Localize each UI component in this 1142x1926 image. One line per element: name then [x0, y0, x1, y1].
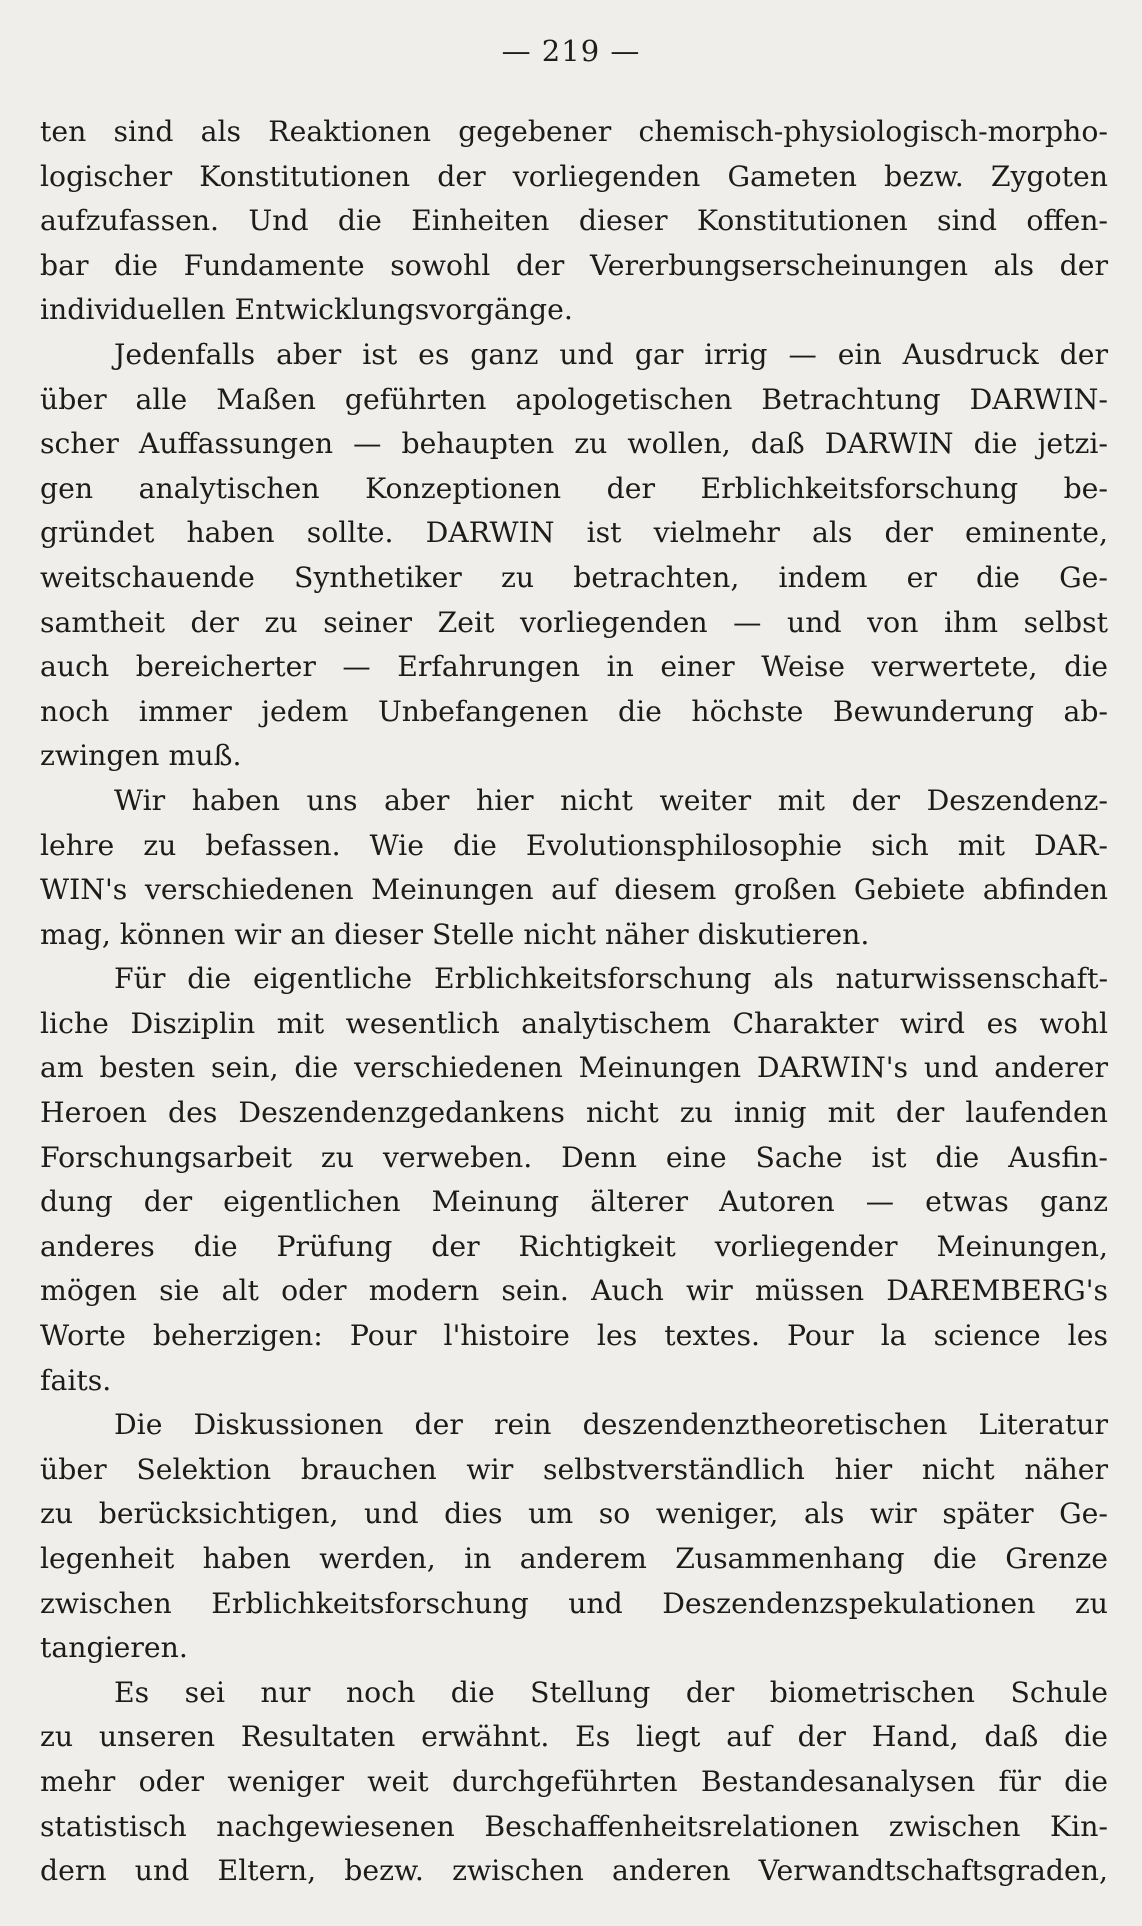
text-line: legenheit haben werden, in anderem Zusammenhang die Grenze [40, 1542, 1108, 1575]
text-line: Jedenfalls aber ist es ganz und gar irrig — ein Ausdruck der [114, 337, 1108, 371]
text-line: über Selektion brauchen wir selbstverständlich hier nicht näher [40, 1452, 1108, 1486]
text-line: mehr oder weniger weit durchgeführten Bestandesanalysen für die [40, 1764, 1108, 1798]
text-line: Wir haben uns aber hier nicht weiter mit der Deszendenz- [114, 783, 1108, 817]
text-line: auch bereicherter — Erfahrungen in einer Weise verwertete, die [40, 650, 1108, 684]
text-line: aufzufassen. Und die Einheiten dieser Konstitutionen sind offen- [40, 204, 1108, 238]
text-line: dern und Eltern, bezw. zwischen anderen Verwandtschaftsgraden, [40, 1854, 1108, 1888]
text-line: mögen sie alt oder modern sein. Auch wir müssen DAREMBERG's [40, 1274, 1108, 1308]
text-line: faits. [40, 1363, 112, 1397]
text-line: WIN's verschiedenen Meinungen auf diesem großen Gebiete abfinden [40, 873, 1108, 907]
text-line: weitschauende Synthetiker zu betrachten, indem er die Ge- [40, 560, 1108, 594]
text-line: gen analytischen Konzeptionen der Erblichkeitsforschung be- [40, 471, 1108, 505]
text-line: tangieren. [40, 1631, 188, 1665]
text-line: Heroen des Deszendenzgedankens nicht zu innig mit der laufenden [40, 1096, 1108, 1130]
text-line: über alle Maßen geführten apologetischen Betrachtung DARWIN- [40, 382, 1108, 416]
text-line: liche Disziplin mit wesentlich analytischem Charakter wird es wohl [40, 1006, 1108, 1040]
text-line: bar die Fundamente sowohl der Vererbungserscheinungen als der [40, 248, 1108, 282]
text-line: Forschungsarbeit zu verweben. Denn eine Sache ist die Ausfin- [40, 1140, 1108, 1174]
text-line: gründet haben sollte. DARWIN ist vielmehr als der eminente, [40, 516, 1108, 550]
text-line: statistisch nachgewiesenen Beschaffenheitsrelationen zwischen Kin- [40, 1809, 1108, 1843]
text-line: zwingen muß. [40, 739, 242, 773]
text-line: ten sind als Reaktionen gegebener chemisch-physiologisch-morpho- [40, 115, 1108, 148]
text-line: Die Diskussionen der rein deszendenztheoretischen Literatur [114, 1408, 1108, 1442]
text-line: zu unseren Resultaten erwähnt. Es liegt auf der Hand, daß die [40, 1720, 1108, 1754]
text-line: scher Auffassungen — behaupten zu wollen, daß DARWIN die jetzi- [40, 427, 1108, 461]
text-line: am besten sein, die verschiedenen Meinungen DARWIN's und anderer [40, 1051, 1108, 1085]
body-text [40, 110, 1108, 1894]
text-line: mag, können wir an dieser Stelle nicht näher diskutieren. [40, 917, 870, 951]
text-line: individuellen Entwicklungsvorgänge. [40, 293, 573, 327]
text-line: lehre zu befassen. Wie die Evolutionsphilosophie sich mit DAR- [40, 828, 1108, 862]
text-line: Worte beherzigen: Pour l'histoire les textes. Pour la science les [40, 1319, 1108, 1353]
text-line: Für die eigentliche Erblichkeitsforschung als naturwissenschaft- [114, 962, 1108, 996]
page-number: — 219 — [501, 34, 641, 68]
text-line: logischer Konstitutionen der vorliegenden Gameten bezw. Zygoten [40, 159, 1108, 193]
text-line: zu berücksichtigen, und dies um so weniger, als wir später Ge- [40, 1497, 1108, 1531]
text-line: samtheit der zu seiner Zeit vorliegenden — und von ihm selbst [40, 605, 1108, 639]
text-line: noch immer jedem Unbefangenen die höchste Bewunderung ab- [40, 694, 1108, 728]
text-line: zwischen Erblichkeitsforschung und Deszendenzspekulationen zu [40, 1586, 1108, 1620]
text-line: dung der eigentlichen Meinung älterer Autoren — etwas ganz [40, 1185, 1108, 1219]
text-line: anderes die Prüfung der Richtigkeit vorliegender Meinungen, [40, 1229, 1108, 1263]
text-line: Es sei nur noch die Stellung der biometrischen Schule [114, 1675, 1108, 1709]
